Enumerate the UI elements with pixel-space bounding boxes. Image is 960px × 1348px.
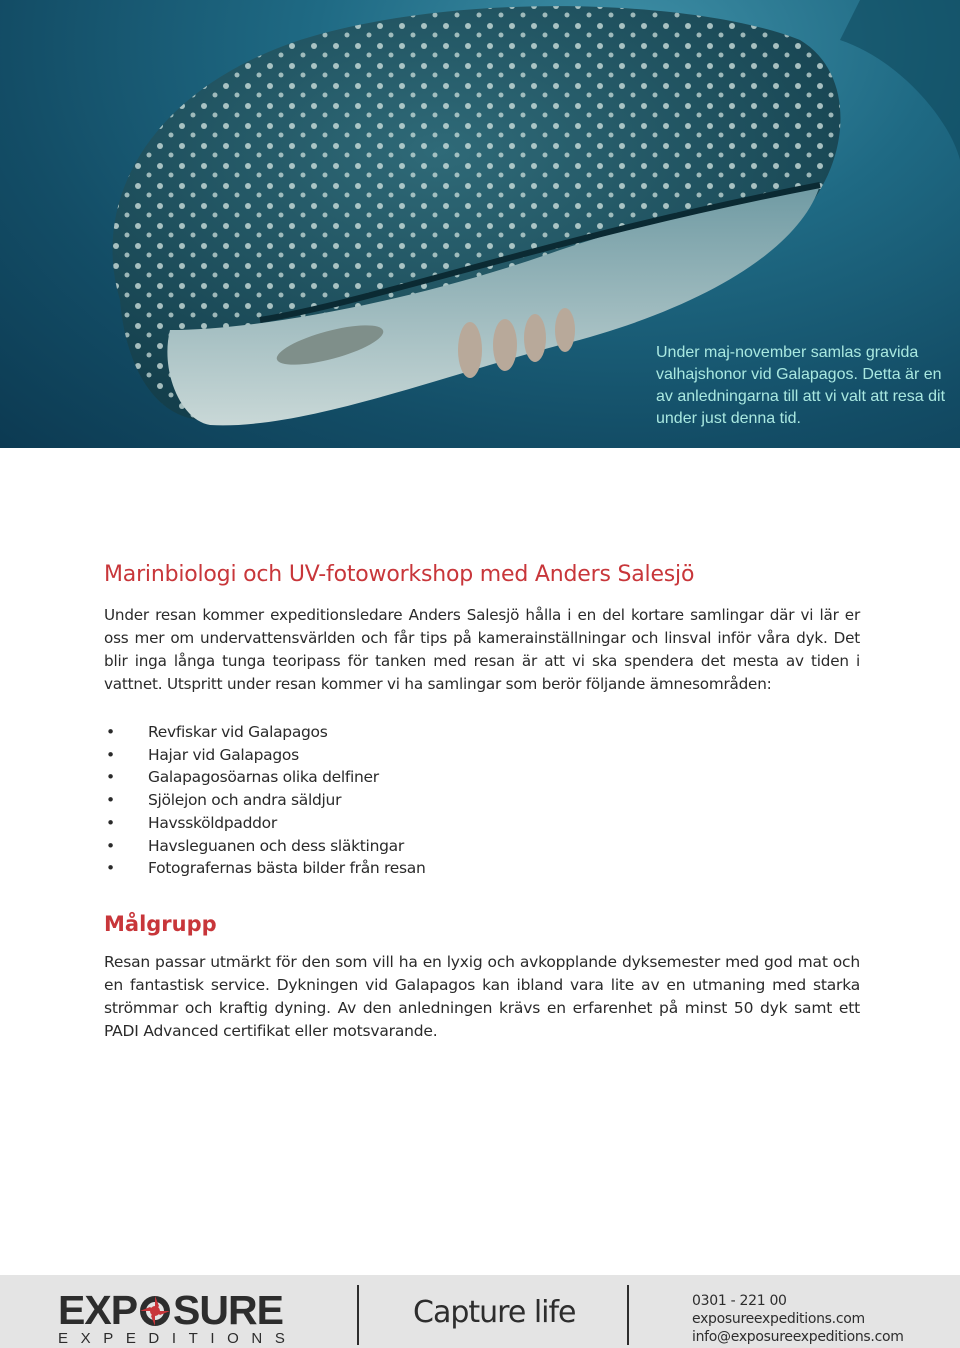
email-link[interactable]: info@exposureexpeditions.com xyxy=(692,1329,904,1345)
target-group-text: Resan passar utmärkt för den som vill ha en lyxig och avkopplande dyksemester med god mat och en fantastisk service. Dykningen vid Galapagos kan ibland vara lite av en utmaning med starka strömmar och kraftig dyning. Av den anledningen krävs en erfarenhet på minst 50 dyk samt ett PADI Advanced certifikat eller motsvarande. xyxy=(104,952,860,1040)
bullet: • xyxy=(106,813,115,832)
logo-wordmark: EXP SURE xyxy=(58,1287,283,1333)
bullet: • xyxy=(106,745,115,764)
list-item: • Galapagosöarnas olika delfiner xyxy=(104,766,860,789)
main-content xyxy=(104,560,860,1043)
phone-number[interactable]: 0301 - 221 00 xyxy=(692,1293,787,1309)
footer xyxy=(0,1275,960,1348)
workshop-intro: Under resan kommer expeditionsledare Anders Salesjö hålla i en del kortare samlingar där vi lär er oss mer om undervattensvärlden och får tips på kamerainställningar och linsval inför våra dyk. Det blir inga långa tunga teoripass för tanken med resan är att vi ska spendera det mesta av tiden i vattnet. Utspritt under resan kommer vi ha samlingar som berör följande ämnesområden: xyxy=(104,606,860,693)
section-title-target-group: Målgrupp xyxy=(104,911,217,936)
list-item: • Sjölejon och andra säldjur xyxy=(104,789,860,812)
contact-info xyxy=(692,1292,904,1346)
logo-subtitle: EXPEDITIONS xyxy=(58,1330,298,1347)
bullet: • xyxy=(106,836,115,855)
list-item: • Hajar vid Galapagos xyxy=(104,744,860,767)
bullet: • xyxy=(106,768,115,787)
section-title-workshop: Marinbiologi och UV-fotoworkshop med Anders Salesjö xyxy=(104,562,695,587)
aperture-icon xyxy=(138,1294,172,1328)
footer-divider xyxy=(357,1285,359,1345)
website-link[interactable]: exposureexpeditions.com xyxy=(692,1311,865,1327)
list-item: • Havssköldpaddor xyxy=(104,812,860,835)
list-item: • Revfiskar vid Galapagos xyxy=(104,721,860,744)
bullet: • xyxy=(106,859,115,878)
bullet: • xyxy=(106,723,115,741)
list-item: • Fotografernas bästa bilder från resan xyxy=(104,857,860,880)
hero-caption: Under maj-november samlas gravida valhajshonor vid Galapagos. Detta är en av anledningarna till att vi valt att resa dit under just denna tid. xyxy=(656,344,946,427)
footer-divider xyxy=(627,1285,629,1345)
tagline: Capture life xyxy=(413,1295,576,1330)
topics-list xyxy=(104,721,860,880)
list-item: • Havsleguanen och dess släktingar xyxy=(104,835,860,858)
hero-photo xyxy=(0,0,960,448)
bullet: • xyxy=(106,791,115,810)
exposure-logo[interactable] xyxy=(58,1287,298,1347)
